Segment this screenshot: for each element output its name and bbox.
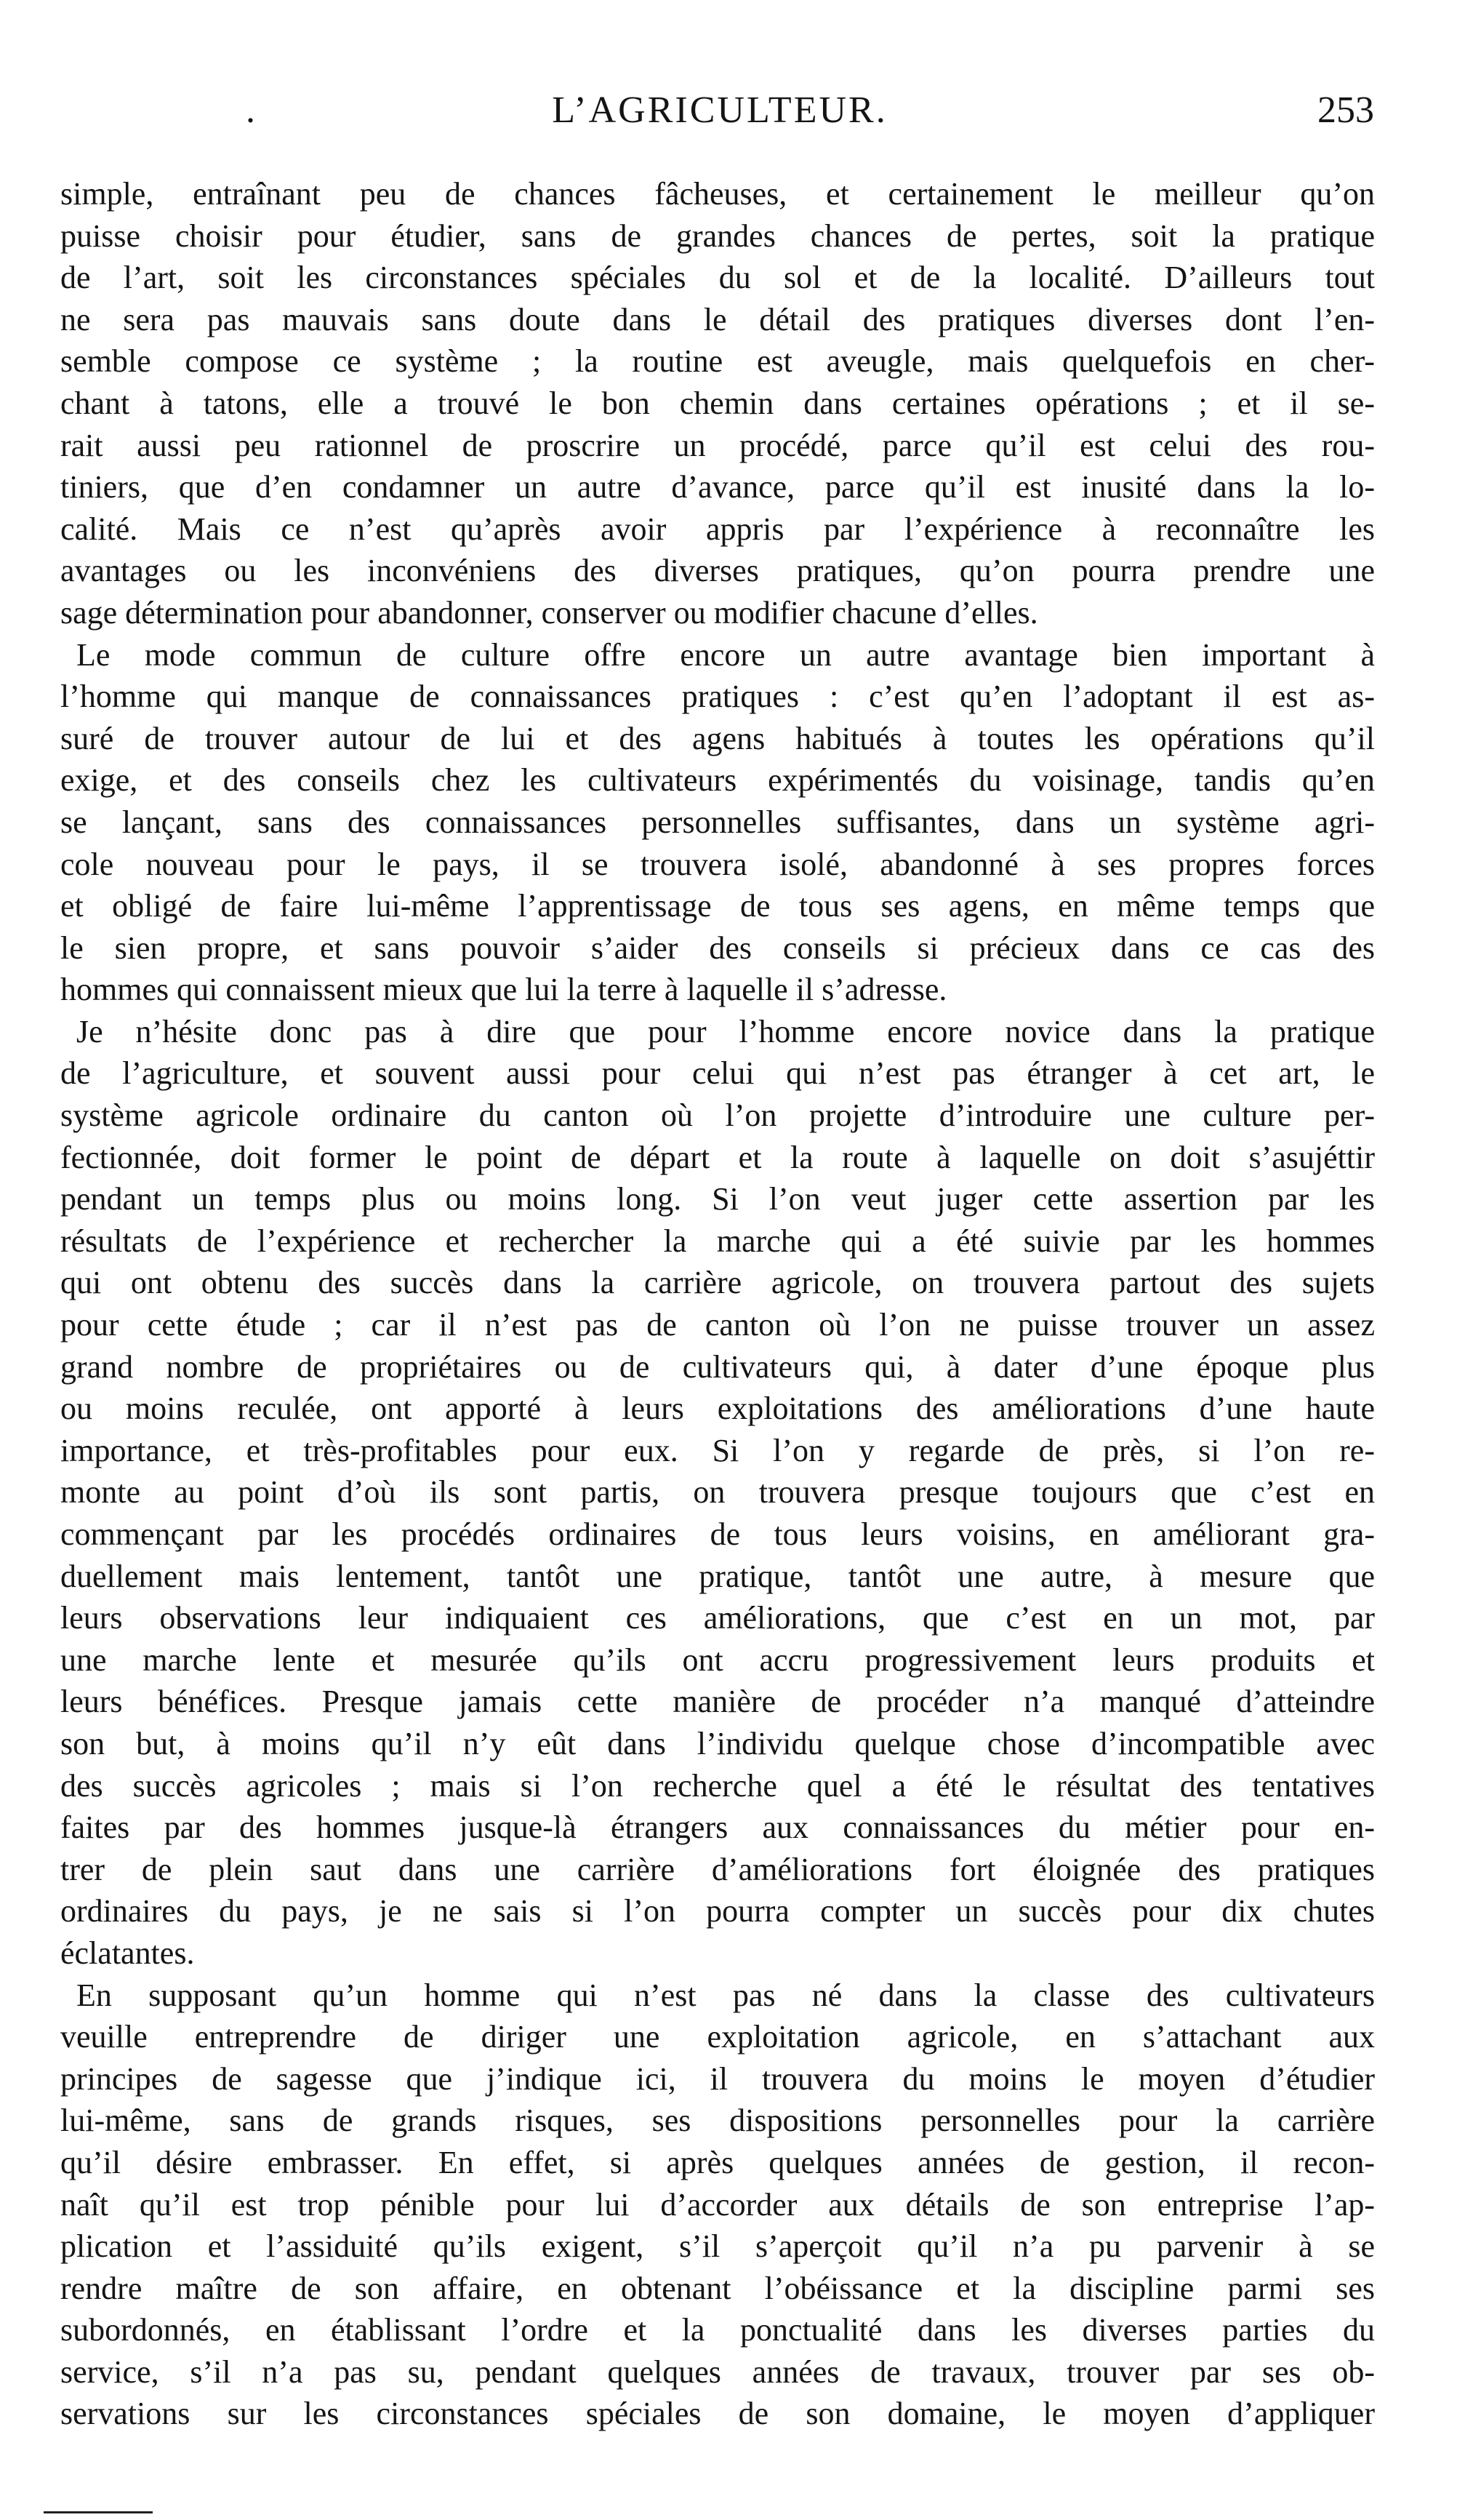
text-line: sage détermination pour abandonner, conserver ou modifier chacune d’elles. <box>60 594 1038 631</box>
text-line: faites par des hommes jusque-là étrangers aux connaissances du métier pour en- <box>60 1809 1375 1846</box>
text-line: son but, à moins qu’il n’y eût dans l’individu quelque chose d’incompatible avec <box>60 1725 1375 1761</box>
text-line: simple, entraînant peu de chances fâcheuses, et certainement le meilleur qu’on <box>60 176 1375 212</box>
text-line: chant à tatons, elle a trouvé le bon chemin dans certaines opérations ; et il se- <box>60 385 1375 421</box>
text-line: naît qu’il est trop pénible pour lui d’accorder aux détails de son entreprise l’ap- <box>60 2186 1375 2223</box>
text-line: une marche lente et mesurée qu’ils ont accru progressivement leurs produits et <box>60 1641 1375 1678</box>
text-line: veuille entreprendre de diriger une exploitation agricole, en s’attachant aux <box>60 2019 1375 2055</box>
text-line: ordinaires du pays, je ne sais si l’on pourra compter un succès pour dix chutes <box>60 1893 1375 1929</box>
text-line: et obligé de faire lui-même l’apprentissage de tous ses agens, en même temps que <box>60 888 1375 924</box>
text-line: semble compose ce système ; la routine est aveugle, mais quelquefois en cher- <box>60 343 1375 380</box>
text-line: calité. Mais ce n’est qu’après avoir appris par l’expérience à reconnaître les <box>60 511 1375 547</box>
text-line: avantages ou les inconvéniens des diverses pratiques, qu’on pourra prendre une <box>60 553 1375 589</box>
text-line: duellement mais lentement, tantôt une pratique, tantôt une autre, à mesure que <box>60 1558 1375 1594</box>
text-line: l’homme qui manque de connaissances pratiques : c’est qu’en l’adoptant il est as- <box>60 679 1375 715</box>
running-title: L’AGRICULTEUR. <box>552 89 888 131</box>
text-line: service, s’il n’a pas su, pendant quelques années de travaux, trouver par ses ob- <box>60 2353 1375 2390</box>
text-line: de l’agriculture, et souvent aussi pour celui qui n’est pas étranger à cet art, le <box>60 1055 1375 1092</box>
text-line: ou moins reculée, ont apporté à leurs exploitations des améliorations d’une haute <box>60 1391 1375 1427</box>
text-line: pendant un temps plus ou moins long. Si l’on veut juger cette assertion par les <box>60 1181 1375 1217</box>
text-line: trer de plein saut dans une carrière d’améliorations fort éloignée des pratiques <box>60 1851 1375 1887</box>
paragraph <box>60 173 1375 634</box>
text-line: qui ont obtenu des succès dans la carrière agricole, on trouvera partout des sujets <box>60 1265 1375 1301</box>
text-line: des succès agricoles ; mais si l’on recherche quel a été le résultat des tentatives <box>60 1767 1375 1804</box>
text-line: pour cette étude ; car il n’est pas de canton où l’on ne puisse trouver un assez <box>60 1307 1375 1343</box>
text-line: importance, et très-profitables pour eux. Si l’on y regarde de près, si l’on re- <box>60 1432 1375 1468</box>
text-line: rendre maître de son affaire, en obtenant l’obéissance et la discipline parmi ses <box>60 2270 1375 2306</box>
page-number: 253 <box>1317 89 1374 131</box>
text-line: ne sera pas mauvais sans doute dans le détail des pratiques diverses dont l’en- <box>60 301 1375 337</box>
text-line: Le mode commun de culture offre encore un autre avantage bien important à <box>76 636 1375 673</box>
text-line: commençant par les procédés ordinaires de tous leurs voisins, en améliorant gra- <box>60 1516 1375 1552</box>
running-head <box>65 81 1374 140</box>
text-line: se lançant, sans des connaissances personnelles suffisantes, dans un système agri- <box>60 804 1375 840</box>
text-line: fectionnée, doit former le point de départ et la route à laquelle on doit s’asujéttir <box>60 1139 1375 1175</box>
text-line: qu’il désire embrasser. En effet, si après quelques années de gestion, il recon- <box>60 2144 1375 2180</box>
text-line: leurs observations leur indiquaient ces améliorations, que c’est en un mot, par <box>60 1600 1375 1636</box>
paragraph <box>60 634 1375 1011</box>
text-line: lui-même, sans de grands risques, ses dispositions personnelles pour la carrière <box>60 2103 1375 2139</box>
text-line: rait aussi peu rationnel de proscrire un procédé, parce qu’il est celui des rou- <box>60 427 1375 463</box>
text-line: éclatantes. <box>60 1935 195 1971</box>
text-line: plication et l’assiduité qu’ils exigent, s’il s’aperçoit qu’il n’a pu parvenir à se <box>60 2228 1375 2265</box>
header-dot: . <box>246 89 255 131</box>
text-line: résultats de l’expérience et rechercher la marche qui a été suivie par les hommes <box>60 1223 1375 1259</box>
paragraph <box>60 1975 1375 2436</box>
text-line: suré de trouver autour de lui et des agens habitués à toutes les opérations qu’il <box>60 720 1375 756</box>
text-line: de l’art, soit les circonstances spéciales du sol et de la localité. D’ailleurs tout <box>60 260 1375 296</box>
paragraph <box>60 1011 1375 1975</box>
text-line: hommes qui connaissent mieux que lui la terre à laquelle il s’adresse. <box>60 972 947 1008</box>
text-line: tiniers, que d’en condamner un autre d’avance, parce qu’il est inusité dans la lo- <box>60 469 1375 505</box>
text-line: monte au point d’où ils sont partis, on trouvera presque toujours que c’est en <box>60 1474 1375 1511</box>
body-text <box>60 173 1375 2435</box>
text-line: principes de sagesse que j’indique ici, il trouvera du moins le moyen d’étudier <box>60 2060 1375 2097</box>
text-line: En supposant qu’un homme qui n’est pas né dans la classe des cultivateurs <box>76 1977 1375 2013</box>
text-line: grand nombre de propriétaires ou de cultivateurs qui, à dater d’une époque plus <box>60 1348 1375 1385</box>
text-line: exige, et des conseils chez les cultivateurs expérimentés du voisinage, tandis qu’en <box>60 762 1375 799</box>
text-line: système agricole ordinaire du canton où l’on projette d’introduire une culture per- <box>60 1097 1375 1134</box>
text-line: puisse choisir pour étudier, sans de grandes chances de pertes, soit la pratique <box>60 217 1375 254</box>
text-line: subordonnés, en établissant l’ordre et la ponctualité dans les diverses parties du <box>60 2312 1375 2348</box>
text-line: cole nouveau pour le pays, il se trouvera isolé, abandonné à ses propres forces <box>60 846 1375 882</box>
text-line: le sien propre, et sans pouvoir s’aider des conseils si précieux dans ce cas des <box>60 929 1375 966</box>
text-line: Je n’hésite donc pas à dire que pour l’homme encore novice dans la pratique <box>76 1013 1375 1049</box>
text-line: servations sur les circonstances spéciales de son domaine, le moyen d’appliquer <box>60 2396 1375 2432</box>
bottom-rule <box>44 2511 153 2513</box>
text-line: leurs bénéfices. Presque jamais cette manière de procéder n’a manqué d’atteindre <box>60 1684 1375 1720</box>
